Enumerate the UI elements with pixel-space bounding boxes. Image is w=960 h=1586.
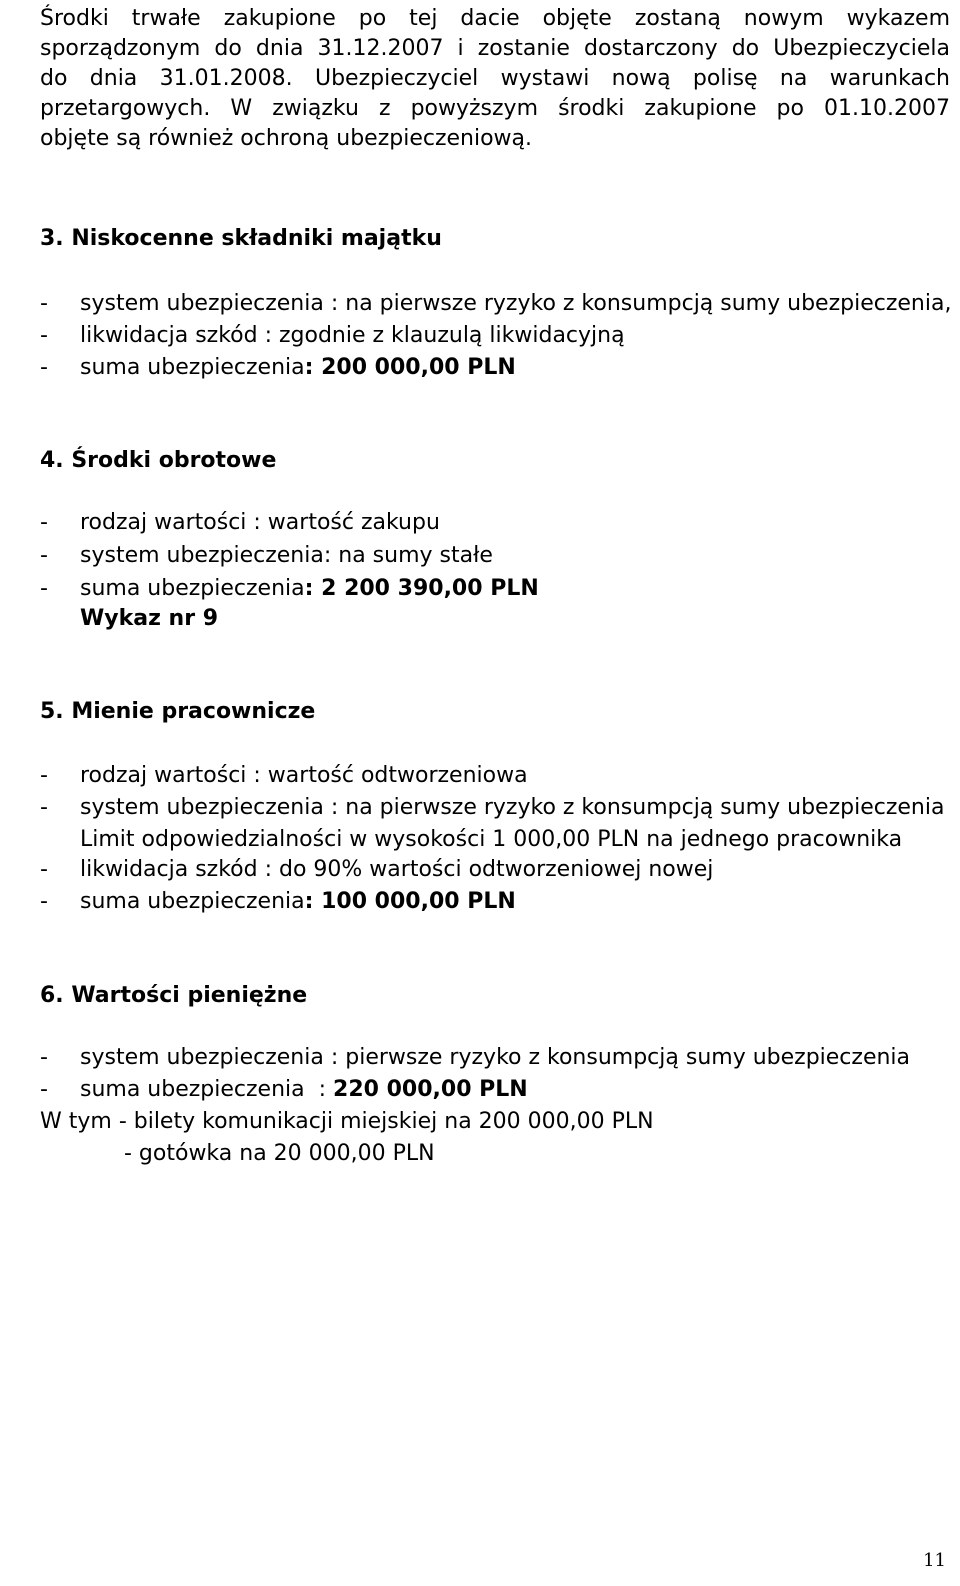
item-text: W tym - bilety komunikacji miejskiej na 200 000,00 PLN xyxy=(40,1109,654,1134)
sum-value: 220 000,00 PLN xyxy=(333,1077,528,1102)
dash-bullet: - xyxy=(40,576,48,601)
dash-bullet: - xyxy=(40,763,48,788)
item-text: system ubezpieczenia : na pierwsze ryzyko z konsumpcją sumy ubezpieczenia, xyxy=(80,291,952,316)
dash-bullet: - xyxy=(40,355,48,380)
intro-line: Środki trwałe zakupione po tej dacie objęte zostaną nowym wykazem xyxy=(40,6,950,31)
section-3-heading: 3. Niskocenne składniki majątku xyxy=(40,226,442,251)
section-5-heading: 5. Mienie pracownicze xyxy=(40,699,316,724)
wykaz-reference: Wykaz nr 9 xyxy=(80,606,219,631)
intro-paragraph xyxy=(40,4,950,154)
item-text: - gotówka na 20 000,00 PLN xyxy=(124,1141,435,1166)
dash-bullet: - xyxy=(40,323,48,348)
item-text: rodzaj wartości : wartość odtworzeniowa xyxy=(80,763,528,788)
intro-line: do dnia 31.01.2008. Ubezpieczyciel wystawi nową polisę na warunkach xyxy=(40,66,950,91)
sum-value: : 2 200 390,00 PLN xyxy=(304,576,539,601)
sum-value: : 100 000,00 PLN xyxy=(304,889,516,914)
dash-bullet: - xyxy=(40,857,48,882)
item-text: likwidacja szkód : zgodnie z klauzulą likwidacyjną xyxy=(80,323,625,348)
dash-bullet: - xyxy=(40,1077,48,1102)
item-text: system ubezpieczenia: na sumy stałe xyxy=(80,543,493,568)
section-4-heading: 4. Środki obrotowe xyxy=(40,448,277,473)
dash-bullet: - xyxy=(40,795,48,820)
item-label: suma ubezpieczenia : xyxy=(80,1077,334,1102)
intro-line: objęte są również ochroną ubezpieczeniową. xyxy=(40,126,533,151)
dash-bullet: - xyxy=(40,510,48,535)
item-text: system ubezpieczenia : na pierwsze ryzyko z konsumpcją sumy ubezpieczenia xyxy=(80,795,945,820)
dash-bullet: - xyxy=(40,1045,48,1070)
item-label: suma ubezpieczenia xyxy=(80,355,305,380)
item-text: Limit odpowiedzialności w wysokości 1 000,00 PLN na jednego pracownika xyxy=(80,827,903,852)
dash-bullet: - xyxy=(40,889,48,914)
item-text: rodzaj wartości : wartość zakupu xyxy=(80,510,440,535)
sum-value: : 200 000,00 PLN xyxy=(304,355,516,380)
intro-line: przetargowych. W związku z powyższym środki zakupione po 01.10.2007 xyxy=(40,96,950,121)
item-label: suma ubezpieczenia xyxy=(80,889,305,914)
item-text: system ubezpieczenia : pierwsze ryzyko z konsumpcją sumy ubezpieczenia xyxy=(80,1045,911,1070)
dash-bullet: - xyxy=(40,543,48,568)
page-number: 11 xyxy=(923,1550,946,1571)
item-text: likwidacja szkód : do 90% wartości odtworzeniowej nowej xyxy=(80,857,714,882)
section-6-heading: 6. Wartości pieniężne xyxy=(40,983,308,1008)
item-label: suma ubezpieczenia xyxy=(80,576,305,601)
intro-line: sporządzonym do dnia 31.12.2007 i zostanie dostarczony do Ubezpieczyciela xyxy=(40,36,950,61)
dash-bullet: - xyxy=(40,291,48,316)
